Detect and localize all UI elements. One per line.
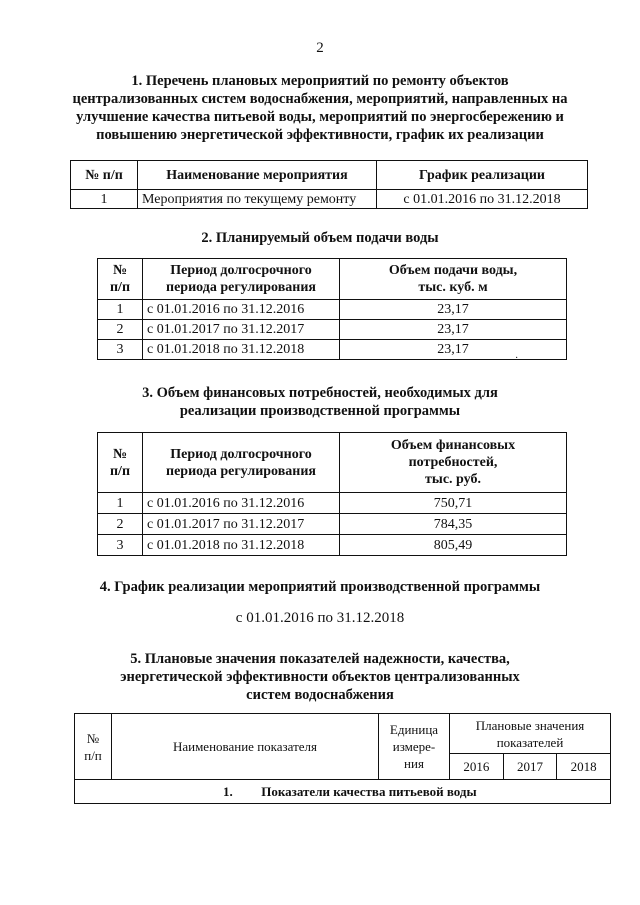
cell-period: с 01.01.2017 по 31.12.2017	[143, 514, 340, 535]
cell-measure: Мероприятия по текущему ремонту	[138, 190, 377, 209]
header-line: тыс. руб.	[425, 472, 481, 487]
col-period-header	[143, 259, 340, 300]
cell-volume: 23,17	[340, 300, 567, 320]
cell-volume: 23,17	[340, 340, 567, 360]
table-row	[98, 300, 567, 320]
header-line: п/п	[109, 463, 131, 479]
header-line: периода регулирования	[166, 280, 316, 295]
section3-title	[0, 384, 640, 420]
section2-title: 2. Планируемый объем подачи воды	[201, 230, 439, 246]
section1-title-line: повышению энергетической эффективности, график их реализации	[96, 127, 544, 143]
col-year-header: 2016	[450, 754, 504, 780]
cell-number: 3	[98, 340, 143, 360]
cell-number: 3	[98, 535, 143, 556]
col-number-header: № п/п	[71, 161, 138, 190]
col-number-header	[75, 714, 112, 780]
header-line: п/п	[109, 280, 131, 295]
col-number-header	[98, 259, 143, 300]
section1-title-line: улучшение качества питьевой воды, мероприятий по энергосбережению и	[76, 109, 564, 125]
subsection-number: 1.	[223, 784, 233, 799]
financial-needs-table	[97, 432, 567, 556]
header-line: показателей	[496, 734, 564, 750]
cell-volume: 23,17	[340, 320, 567, 340]
table-section-row	[75, 780, 611, 804]
header-line: Единица	[389, 722, 439, 737]
header-line: №	[112, 263, 128, 278]
cell-number: 1	[71, 190, 138, 209]
header-line: ния	[404, 756, 424, 771]
col-year-header: 2017	[503, 754, 557, 780]
header-line: периода регулирования	[166, 463, 316, 479]
cell-period: с 01.01.2018 по 31.12.2018	[143, 340, 340, 360]
header-line: Период долгосрочного	[170, 263, 312, 278]
table-header-row	[71, 161, 588, 190]
header-line: измере-	[392, 739, 436, 754]
header-line: №	[86, 730, 100, 746]
header-line: Период долгосрочного	[170, 446, 312, 462]
water-supply-table	[97, 258, 567, 360]
col-unit-header	[379, 714, 450, 780]
cell-amount: 805,49	[340, 535, 567, 556]
header-line: Объем финансовых	[390, 438, 516, 453]
col-schedule-header: График реализации	[377, 161, 588, 190]
section3-title-line: реализации производственной программы	[179, 403, 461, 419]
cell-period: с 01.01.2016 по 31.12.2016	[143, 300, 340, 320]
header-line: №	[112, 446, 128, 462]
col-volume-header	[340, 259, 567, 300]
cell-number: 2	[98, 514, 143, 535]
section1-title-line: 1. Перечень плановых мероприятий по ремонту объектов	[131, 73, 509, 89]
indicators-table	[74, 713, 611, 804]
table-header-row	[75, 714, 611, 754]
cell-number: 1	[98, 493, 143, 514]
cell-period: с 01.01.2016 по 31.12.2016	[143, 493, 340, 514]
page-number: 2	[316, 40, 324, 56]
table-header-row	[98, 433, 567, 493]
section-row-cell	[75, 780, 611, 804]
header-line: тыс. куб. м	[418, 280, 488, 295]
section5-title-line: 5. Плановые значения показателей надежности, качества,	[130, 651, 510, 667]
cell-amount: 750,71	[340, 493, 567, 514]
col-finance-header	[340, 433, 567, 493]
subsection-label: Показатели качества питьевой воды	[261, 784, 477, 799]
cell-schedule: с 01.01.2016 по 31.12.2018	[377, 190, 588, 209]
header-line: п/п	[84, 747, 102, 763]
cell-amount: 784,35	[340, 514, 567, 535]
cell-period: с 01.01.2018 по 31.12.2018	[143, 535, 340, 556]
table-row	[98, 535, 567, 556]
table-row	[98, 493, 567, 514]
col-measure-header: Наименование мероприятия	[138, 161, 377, 190]
header-line: Объем подачи воды,	[388, 263, 518, 278]
col-period-header	[143, 433, 340, 493]
section5-title	[0, 650, 640, 704]
measures-table	[70, 160, 588, 209]
col-indicator-header: Наименование показателя	[112, 714, 379, 780]
col-plan-header	[450, 714, 611, 754]
section1-title	[0, 72, 640, 144]
section3-title-line: 3. Объем финансовых потребностей, необходимых для	[142, 385, 498, 401]
table-header-row	[98, 259, 567, 300]
section4-period: с 01.01.2016 по 31.12.2018	[235, 610, 405, 626]
section1-title-line: централизованных систем водоснабжения, мероприятий, направленных на	[72, 91, 568, 107]
header-line: Плановые значения	[475, 717, 585, 733]
col-number-header	[98, 433, 143, 493]
scan-speck: ·	[515, 353, 519, 364]
section5-title-line: энергетической эффективности объектов централизованных	[120, 669, 520, 685]
table-row	[98, 340, 567, 360]
section5-title-line: систем водоснабжения	[246, 687, 394, 703]
header-line: потребностей,	[408, 455, 498, 470]
table-row	[98, 514, 567, 535]
table-row	[98, 320, 567, 340]
cell-number: 1	[98, 300, 143, 320]
col-year-header: 2018	[557, 754, 611, 780]
section4-title: 4. График реализации мероприятий производственной программы	[99, 579, 541, 595]
cell-period: с 01.01.2017 по 31.12.2017	[143, 320, 340, 340]
table-row	[71, 190, 588, 209]
cell-number: 2	[98, 320, 143, 340]
